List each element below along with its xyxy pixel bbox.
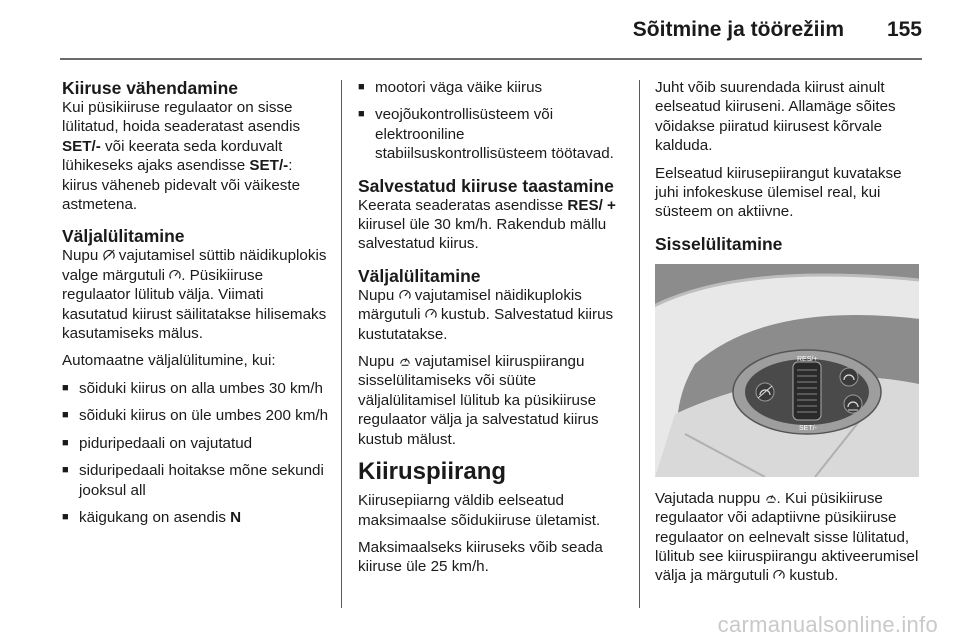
watermark: carmanualsonline.info bbox=[717, 612, 938, 637]
header-divider bbox=[60, 58, 922, 60]
paragraph-auto-deactivation: Automaatne väljalülitumine, kui: bbox=[62, 352, 276, 370]
cruise-telltale-icon bbox=[399, 289, 411, 301]
heading-resume-speed: Salvestatud kiiruse taastamine bbox=[358, 175, 614, 196]
page-header bbox=[0, 0, 960, 56]
cruise-telltale-icon bbox=[773, 569, 785, 581]
column-left bbox=[62, 78, 330, 535]
speed-limiter-icon bbox=[399, 355, 411, 367]
paragraph-deactivation: Nupu vajutamisel süttib näidikuplokis valge märgutuli . Püsikiiruse regulaator lülitub välja. Viimati kasutatud kiirust säilitatakse hilisemaks kasutamiseks mälus. bbox=[62, 247, 327, 343]
cruise-telltale-icon bbox=[425, 308, 437, 320]
res-label: RES/+ bbox=[797, 355, 818, 363]
set-label: SET/- bbox=[799, 424, 817, 432]
cruise-telltale-icon bbox=[169, 269, 181, 281]
steering-wheel-image bbox=[655, 264, 919, 477]
cruise-off-icon bbox=[103, 249, 115, 261]
heading-speed-limiter: Kiiruspiirang bbox=[358, 458, 507, 486]
paragraph-limiter-display: Eelseatud kiirusepiirangut kuvatakse juhi infokeskuse ülemisel real, kui süsteem on aktiivne. bbox=[655, 164, 902, 221]
steering-wheel-illustration bbox=[655, 264, 919, 477]
heading-deactivation: Väljalülitamine bbox=[62, 226, 185, 247]
section-title: Sõitmine ja töörežiim bbox=[632, 18, 844, 41]
paragraph-deactivation-2: Nupu vajutamisel näidikuplokis märgutuli kustub. Salvestatud kiirus kustutatakse. bbox=[358, 286, 614, 343]
list-item: ■ piduripedaali on vajutatud bbox=[62, 434, 330, 453]
heading-activation: Sisselülitamine bbox=[655, 233, 783, 254]
list-item: ■ sõiduki kiirus on alla umbes 30 km/h bbox=[62, 379, 330, 398]
paragraph-limiter-max: Maksimaalseks kiiruseks võib seada kiiruse üle 25 km/h. bbox=[358, 538, 603, 576]
paragraph-limiter-downhill: Juht võib suurendada kiirust ainult eelseatud kiiruseni. Allamäge sõites võidakse piiratud kiirusest kõrvale kalduda. bbox=[655, 79, 896, 155]
column-middle bbox=[358, 78, 626, 585]
auto-deactivation-list-continued bbox=[358, 78, 626, 164]
list-item: ■ mootori väga väike kiirus bbox=[358, 78, 626, 97]
column-divider bbox=[639, 80, 640, 608]
list-item: ■ sõiduki kiirus on üle umbes 200 km/h bbox=[62, 406, 330, 425]
paragraph-activation: Vajutada nuppu . Kui püsikiiruse regulaator või adaptiivne püsikiiruse regulaator on eelnevalt sisse lülitatud, lülitub see kiiruspiirangu aktiveerumisel välja ja märgutuli kustub. bbox=[655, 489, 919, 585]
column-right bbox=[655, 78, 923, 594]
list-item: ■ käigukang on asendis N bbox=[62, 508, 330, 527]
list-item: ■ veojõukontrollisüsteem või elektrooniline stabiilsuskontrollisüsteem töötavad. bbox=[358, 105, 626, 163]
auto-deactivation-list bbox=[62, 379, 330, 527]
paragraph-resume-speed: Keerata seaderatas asendisse RES/ + kiirusel üle 30 km/h. Rakendub mällu salvestatud kiirus. bbox=[358, 196, 616, 253]
heading-speed-reduction: Kiiruse vähendamine bbox=[62, 78, 239, 98]
heading-deactivation-2: Väljalülitamine bbox=[358, 265, 481, 286]
speed-limiter-icon bbox=[765, 492, 777, 504]
list-item: ■ siduripedaali hoitakse mõne sekundi jooksul all bbox=[62, 461, 330, 500]
column-divider bbox=[341, 80, 342, 608]
page-number: 155 bbox=[886, 18, 922, 41]
paragraph-limiter-switch: Nupu vajutamisel kiiruspiirangu sisselülitamiseks või süüte väljalülitamisel lülitub ka püsikiiruse regulaator välja ja salvestatud kiirus kustub mälust. bbox=[358, 353, 599, 448]
paragraph-limiter-intro: Kiirusepiiarng väldib eelseatud maksimaalse sõidukiiruse ületamist. bbox=[358, 492, 601, 529]
paragraph-speed-reduction: Kui püsikiiruse regulaator on sisse lülitatud, hoida seaderatast asendis SET/- või keerata seda korduvalt lühikeseks ajaks asendisse SET/-: kiirus väheneb pidevalt või väikeste astmetena. bbox=[62, 99, 301, 214]
